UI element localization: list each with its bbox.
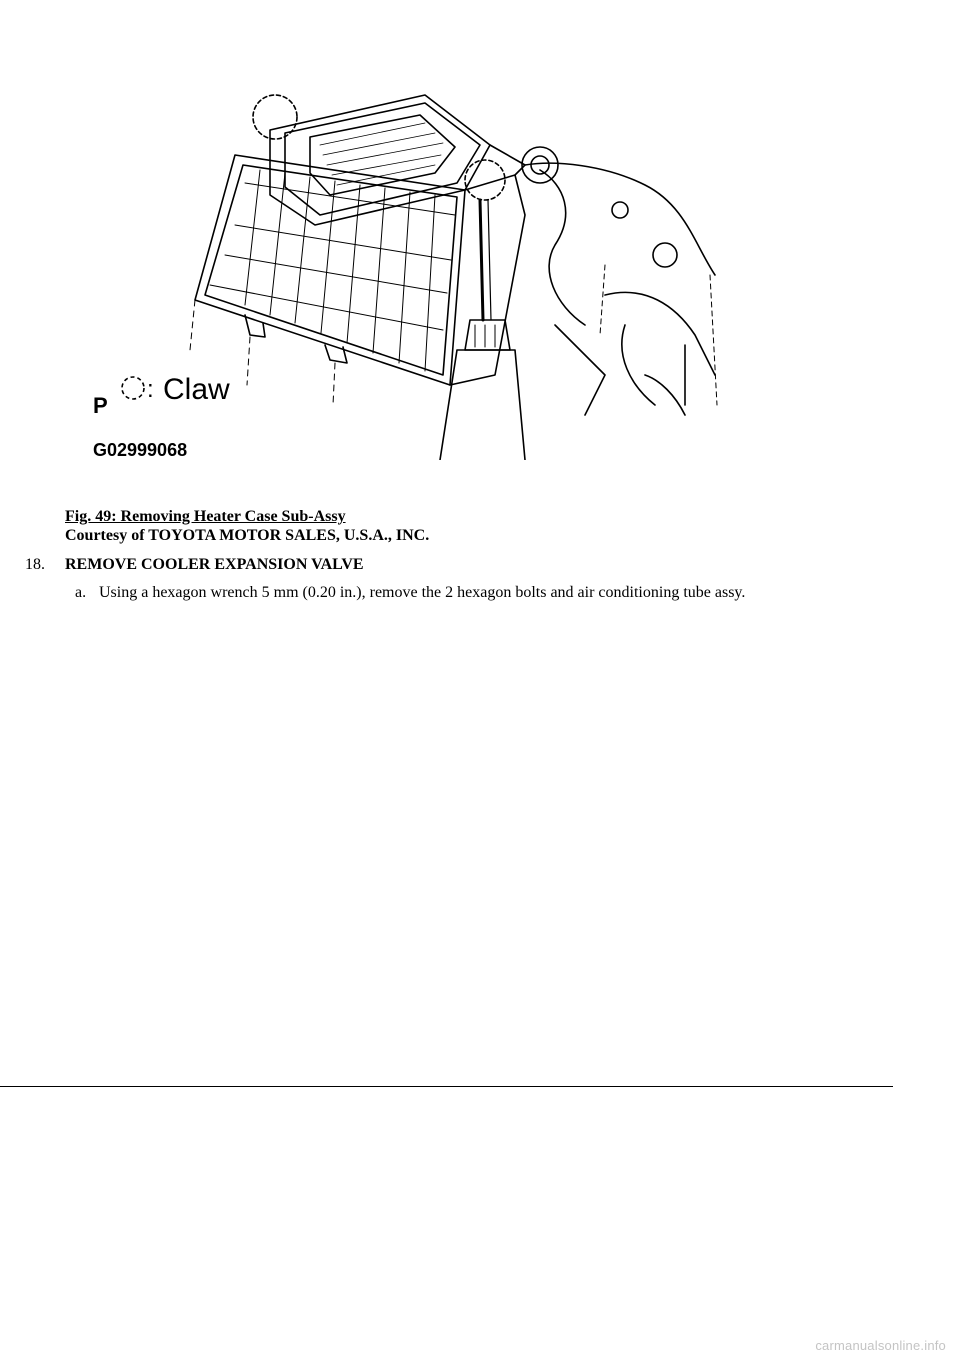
site-watermark: carmanualsonline.info [815, 1338, 946, 1353]
figure-image-code: G02999068 [93, 440, 188, 460]
claw-legend-label: Claw [163, 373, 230, 406]
procedure-substep [75, 583, 865, 603]
figure-caption [65, 507, 429, 545]
figure-title: Fig. 49: Removing Heater Case Sub-Assy [65, 508, 346, 525]
claw-legend-icon [122, 377, 144, 399]
step-heading: REMOVE COOLER EXPANSION VALVE [65, 556, 364, 573]
claw-legend-separator: : [147, 376, 154, 403]
claw-legend-symbol: P [93, 393, 108, 418]
substep-text: Using a hexagon wrench 5 mm (0.20 in.), remove the 2 hexagon bolts and air conditioning tube assy. [99, 584, 746, 601]
heater-case-drawing [85, 75, 725, 460]
figure-credit: Courtesy of TOYOTA MOTOR SALES, U.S.A., INC. [65, 527, 430, 544]
substep-marker: a. [75, 584, 87, 601]
step-number: 18. [25, 556, 45, 573]
heater-case-illustration [85, 75, 725, 460]
page-divider [0, 1086, 893, 1087]
